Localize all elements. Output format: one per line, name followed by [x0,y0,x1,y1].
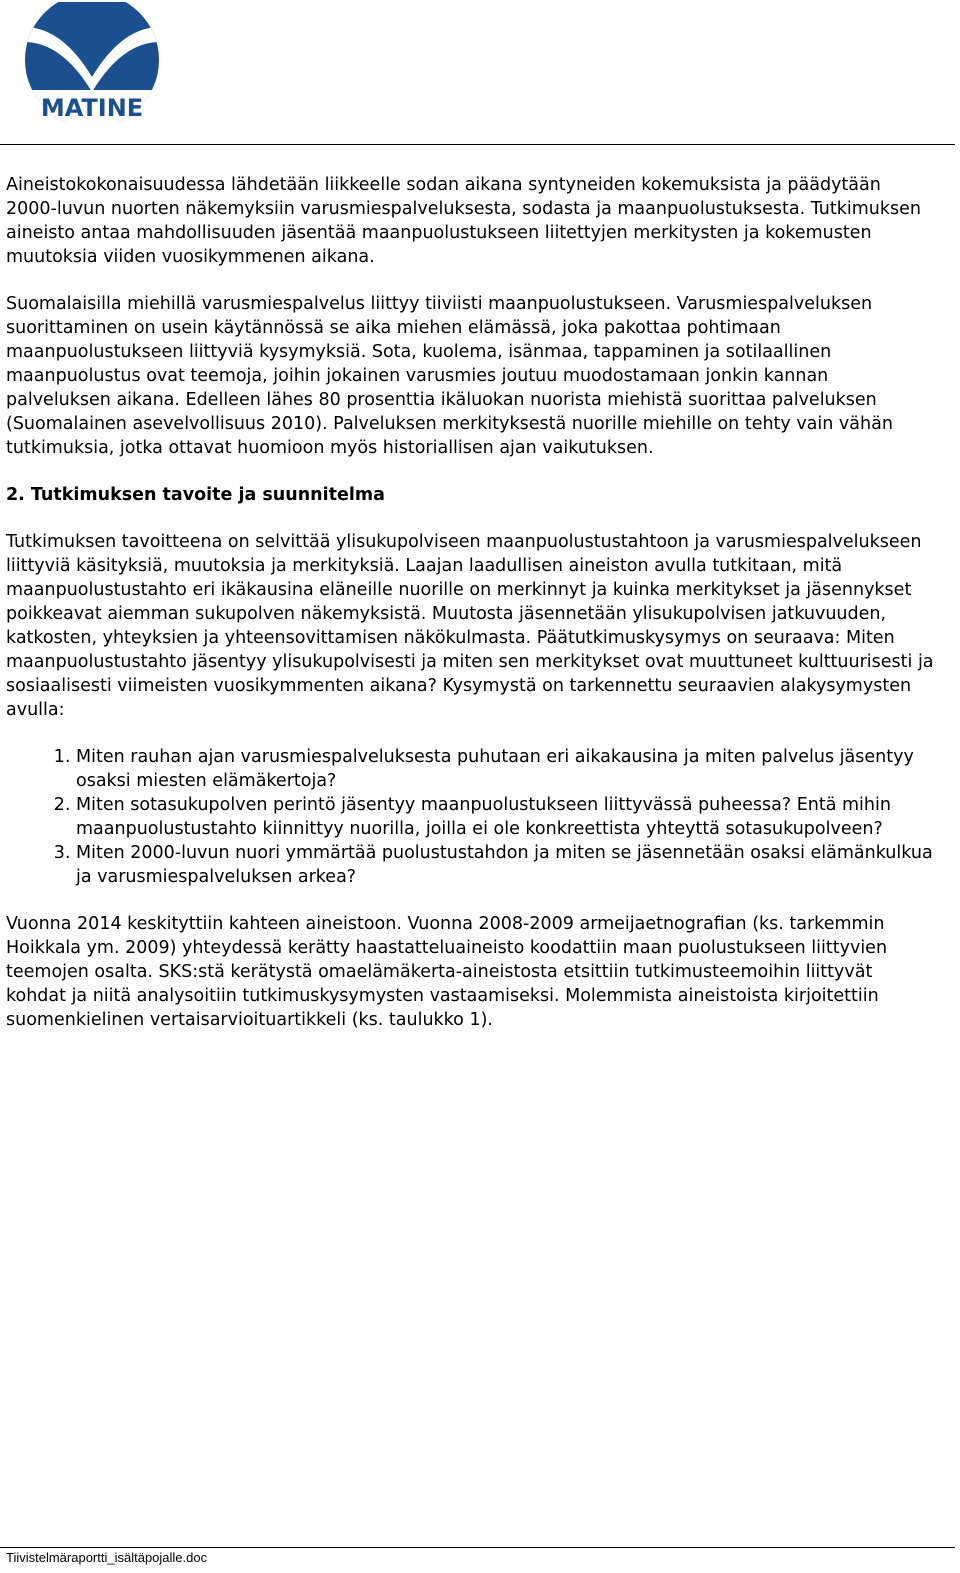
logo-text: MATINE [40,94,144,122]
paragraph-background: Suomalaisilla miehillä varusmiespalvelus liittyy tiiviisti maanpuolustukseen. Varusmiespalveluksen suorittaminen on usein käytännössä se aika miehen elämässä, joka pakottaa pohtimaan maanpuolustukseen liittyviä kysymyksiä. Sota, kuolema, isänmaa, tappaminen ja sotilaallinen maanpuolustus ovat teemoja, joihin jokainen varusmies joutuu muodostamaan jonkin kannan palveluksen aikana. Edelleen lähes 80 prosenttia ikäluokan nuorista miehistä suorittaa palveluksen (Suomalainen asevelvollisuus 2010). Palveluksen merkityksestä nuorille miehille on tehty vain vähän tutkimuksia, jotka ottavat huomioon myös historiallisen ajan vaikutuksen. [6,294,893,458]
section-heading: 2. Tutkimuksen tavoite ja suunnitelma [6,485,385,505]
matine-logo-mark [22,2,162,122]
header-divider [0,144,955,145]
document-body [6,173,936,1055]
paragraph-intro: Aineistokokonaisuudessa lähdetään liikkeelle sodan aikana syntyneiden kokemuksista ja päädytään 2000-luvun nuorten näkemyksiin varusmiespalveluksesta, sodasta ja maanpuolustuksesta. Tutkimuksen aineisto antaa mahdollisuuden jäsentää maanpuolustukseen liitettyjen merkitysten ja kokemusten muutoksia viiden vuosikymmenen aikana. [6,175,921,267]
list-item: 2. Miten sotasukupolven perintö jäsentyy maanpuolustukseen liittyvässä puheessa? Entä mihin maanpuolustustahto kiinnittyy nuorilla, joilla ei ole konkreettista yhteyttä sotasukupolveen? [76,793,936,841]
list-item: 1. Miten rauhan ajan varusmiespalveluksesta puhutaan eri aikakausina ja miten palvelus jäsentyy osaksi miesten elämäkertoja? [76,745,936,793]
research-questions-list [6,745,936,889]
matine-logo [22,2,162,122]
list-item: 3. Miten 2000-luvun nuori ymmärtää puolustustahdon ja miten se jäsennetään osaksi elämänkulkua ja varusmiespalveluksen arkea? [76,841,936,889]
paragraph-objectives: Tutkimuksen tavoitteena on selvittää ylisukupolviseen maanpuolustustahtoon ja varusmiespalvelukseen liittyviä käsityksiä, muutoksia ja merkityksiä. Laajan laadullisen aineiston avulla tutkitaan, mitä maanpuolustustahto eri ikäkausina eläneille nuorille on merkinnyt ja kuinka merkitykset ja jäsennykset poikkeavat aiemman sukupolven näkemyksistä. Muutosta jäsennetään ylisukupolvisen jatkuvuuden, katkosten, yhteyksien ja yhteensovittamisen näkökulmasta. Päätutkimuskysymys on seuraava: Miten maanpuolustustahto jäsentyy ylisukupolvisesti ja miten sen merkitykset ovat muuttuneet kulttuurisesti ja sosiaalisesti viimeisten vuosikymmenten aikana? Kysymystä on tarkennettu seuraavien alakysymysten avulla: [6,532,934,720]
paragraph-progress: Vuonna 2014 keskityttiin kahteen aineistoon. Vuonna 2008-2009 armeijaetnografian (ks. tarkemmin Hoikkala ym. 2009) yhteydessä kerätty haastatteluaineisto koodattiin maan puolustukseen liittyvien teemojen osalta. SKS:stä kerätystä omaelämäkerta-aineistosta etsittiin tutkimusteemoihin liittyvät kohdat ja niitä analysoitiin tutkimuskysymysten vastaamiseksi. Molemmista aineistoista kirjoitettiin suomenkielinen vertaisarvioituartikkeli (ks. taulukko 1). [6,914,888,1030]
footer-filename: Tiivistelmäraportti_isältäpojalle.doc [6,1550,208,1565]
footer-divider [0,1547,955,1548]
